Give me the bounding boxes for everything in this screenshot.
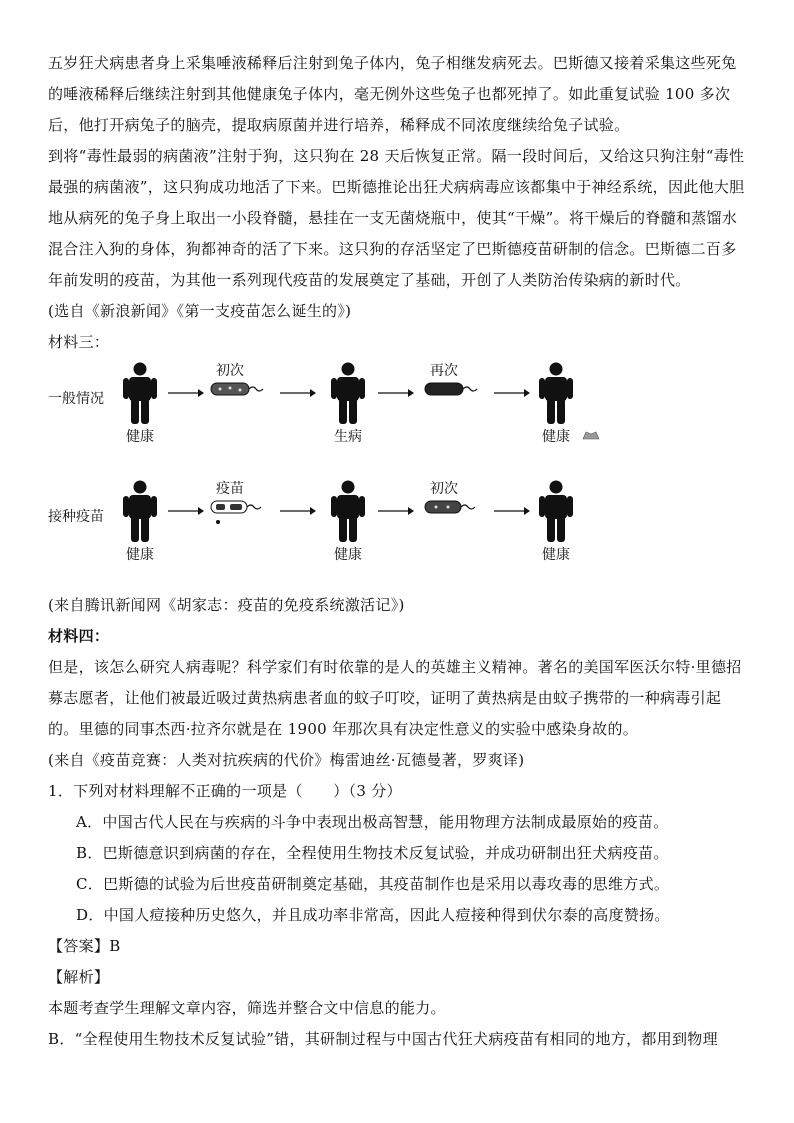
pathogen-icon (424, 500, 482, 514)
analysis-label: 【解析】 (48, 968, 110, 986)
pathogen-icon (210, 382, 268, 396)
source-note-4: (来自《疫苗竞赛：人类对抗疾病的代价》梅雷迪丝·瓦德曼著，罗爽译) (48, 751, 525, 769)
row2-step-2: 初次 (430, 481, 458, 497)
row-label-general: 一般情况 (48, 391, 104, 407)
row1-caption-2: 生病 (334, 429, 362, 445)
book-icon (582, 430, 600, 440)
source-note-2: (选自《新浪新闻》《第一支疫苗怎么诞生的》) (48, 302, 352, 320)
arrow-icon (280, 388, 316, 398)
option-d: D．中国人痘接种历史悠久，并且成功率非常高，因此人痘接种得到伏尔泰的高度赞扬。 (76, 906, 670, 924)
analysis-text: 本题考查学生理解文章内容，筛选并整合文中信息的能力。 (48, 999, 446, 1017)
option-b: B．巴斯德意识到病菌的存在，全程使用生物技术反复试验，并成功研制出狂犬病疫苗。 (76, 844, 669, 862)
person-icon (538, 480, 574, 542)
arrow-icon (378, 506, 414, 516)
option-c: C．巴斯德的试验为后世疫苗研制奠定基础，其疫苗制作也是采用以毒攻毒的思维方式。 (76, 875, 670, 893)
arrow-icon (168, 388, 204, 398)
immunity-diagram (48, 362, 748, 590)
paragraph-2: 到将“毒性最弱的病菌液”注射于狗，这只狗在 28 天后恢复正常。隔一段时间后，又给这只狗注射“毒性最强的病菌液”，这只狗成功地活了下来。巴斯德推论出狂犬病病毒应该都集中于神经系统，因此他大胆地从病死的兔子身上取出一小段脊髓，悬挂在一支无菌烧瓶中，使其“干燥”。将干燥后的脊髓和蒸馏水混合注入狗的身体，狗都神奇的活了下来。这只狗的存活坚定了巴斯德疫苗研制的信念。巴斯德二百多年前发明的疫苗，为其他一系列现代疫苗的发展奠定了基础，开创了人类防治传染病的新时代。 (48, 147, 745, 289)
person-icon (330, 480, 366, 542)
arrow-icon (280, 506, 316, 516)
arrow-icon (494, 506, 530, 516)
document-page (48, 48, 748, 1055)
analysis-option-b: B．“全程使用生物技术反复试验”错，其研制过程与中国古代狂犬病疫苗有相同的地方，都用到物理 (48, 1030, 718, 1048)
material-3-label: 材料三： (48, 333, 110, 351)
person-icon (538, 362, 574, 424)
answer: 【答案】B (48, 937, 121, 955)
row1-caption-3: 健康 (542, 429, 570, 445)
pathogen-icon (424, 382, 482, 396)
question-1: 1．下列对材料理解不正确的一项是（ ）（3 分） (48, 782, 402, 800)
row1-step-1: 初次 (216, 363, 244, 379)
row2-caption-1: 健康 (126, 547, 154, 563)
source-note-3: (来自腾讯新闻网《胡家志：疫苗的免疫系统激活记》) (48, 596, 405, 614)
row1-caption-1: 健康 (126, 429, 154, 445)
paragraph-1: 五岁狂犬病患者身上采集唾液稀释后注射到兔子体内，兔子相继发病死去。巴斯德又接着采集这些死兔的唾液稀释后继续注射到其他健康兔子体内，毫无例外这些兔子也都死掉了。如此重复试验 100 多次后，他打开病兔子的脑壳，提取病原菌并进行培养，稀释成不同浓度继续给兔子试验。 (48, 54, 737, 134)
arrow-icon (494, 388, 530, 398)
option-a: A．中国古代人民在与疾病的斗争中表现出极高智慧，能用物理方法制成最原始的疫苗。 (76, 813, 669, 831)
material-4-label: 材料四： (48, 627, 110, 645)
arrow-icon (378, 388, 414, 398)
row-label-vaccinated: 接种疫苗 (48, 509, 104, 525)
person-icon (122, 362, 158, 424)
row2-caption-2: 健康 (334, 547, 362, 563)
row1-step-2: 再次 (430, 363, 458, 379)
person-icon (330, 362, 366, 424)
arrow-icon (168, 506, 204, 516)
row2-step-1: 疫苗 (216, 481, 244, 497)
material-4-text: 但是，该怎么研究人病毒呢？科学家们有时依靠的是人的英雄主义精神。著名的美国军医沃尔特·里德招募志愿者，让他们被最近吸过黄热病患者血的蚊子叮咬，证明了黄热病是由蚊子携带的一种病毒引起的。里德的同事杰西·拉齐尔就是在 1900 年那次具有决定性意义的实验中感染身故的。 (48, 658, 742, 738)
person-icon (122, 480, 158, 542)
row2-caption-3: 健康 (542, 547, 570, 563)
vaccine-icon (210, 500, 268, 526)
